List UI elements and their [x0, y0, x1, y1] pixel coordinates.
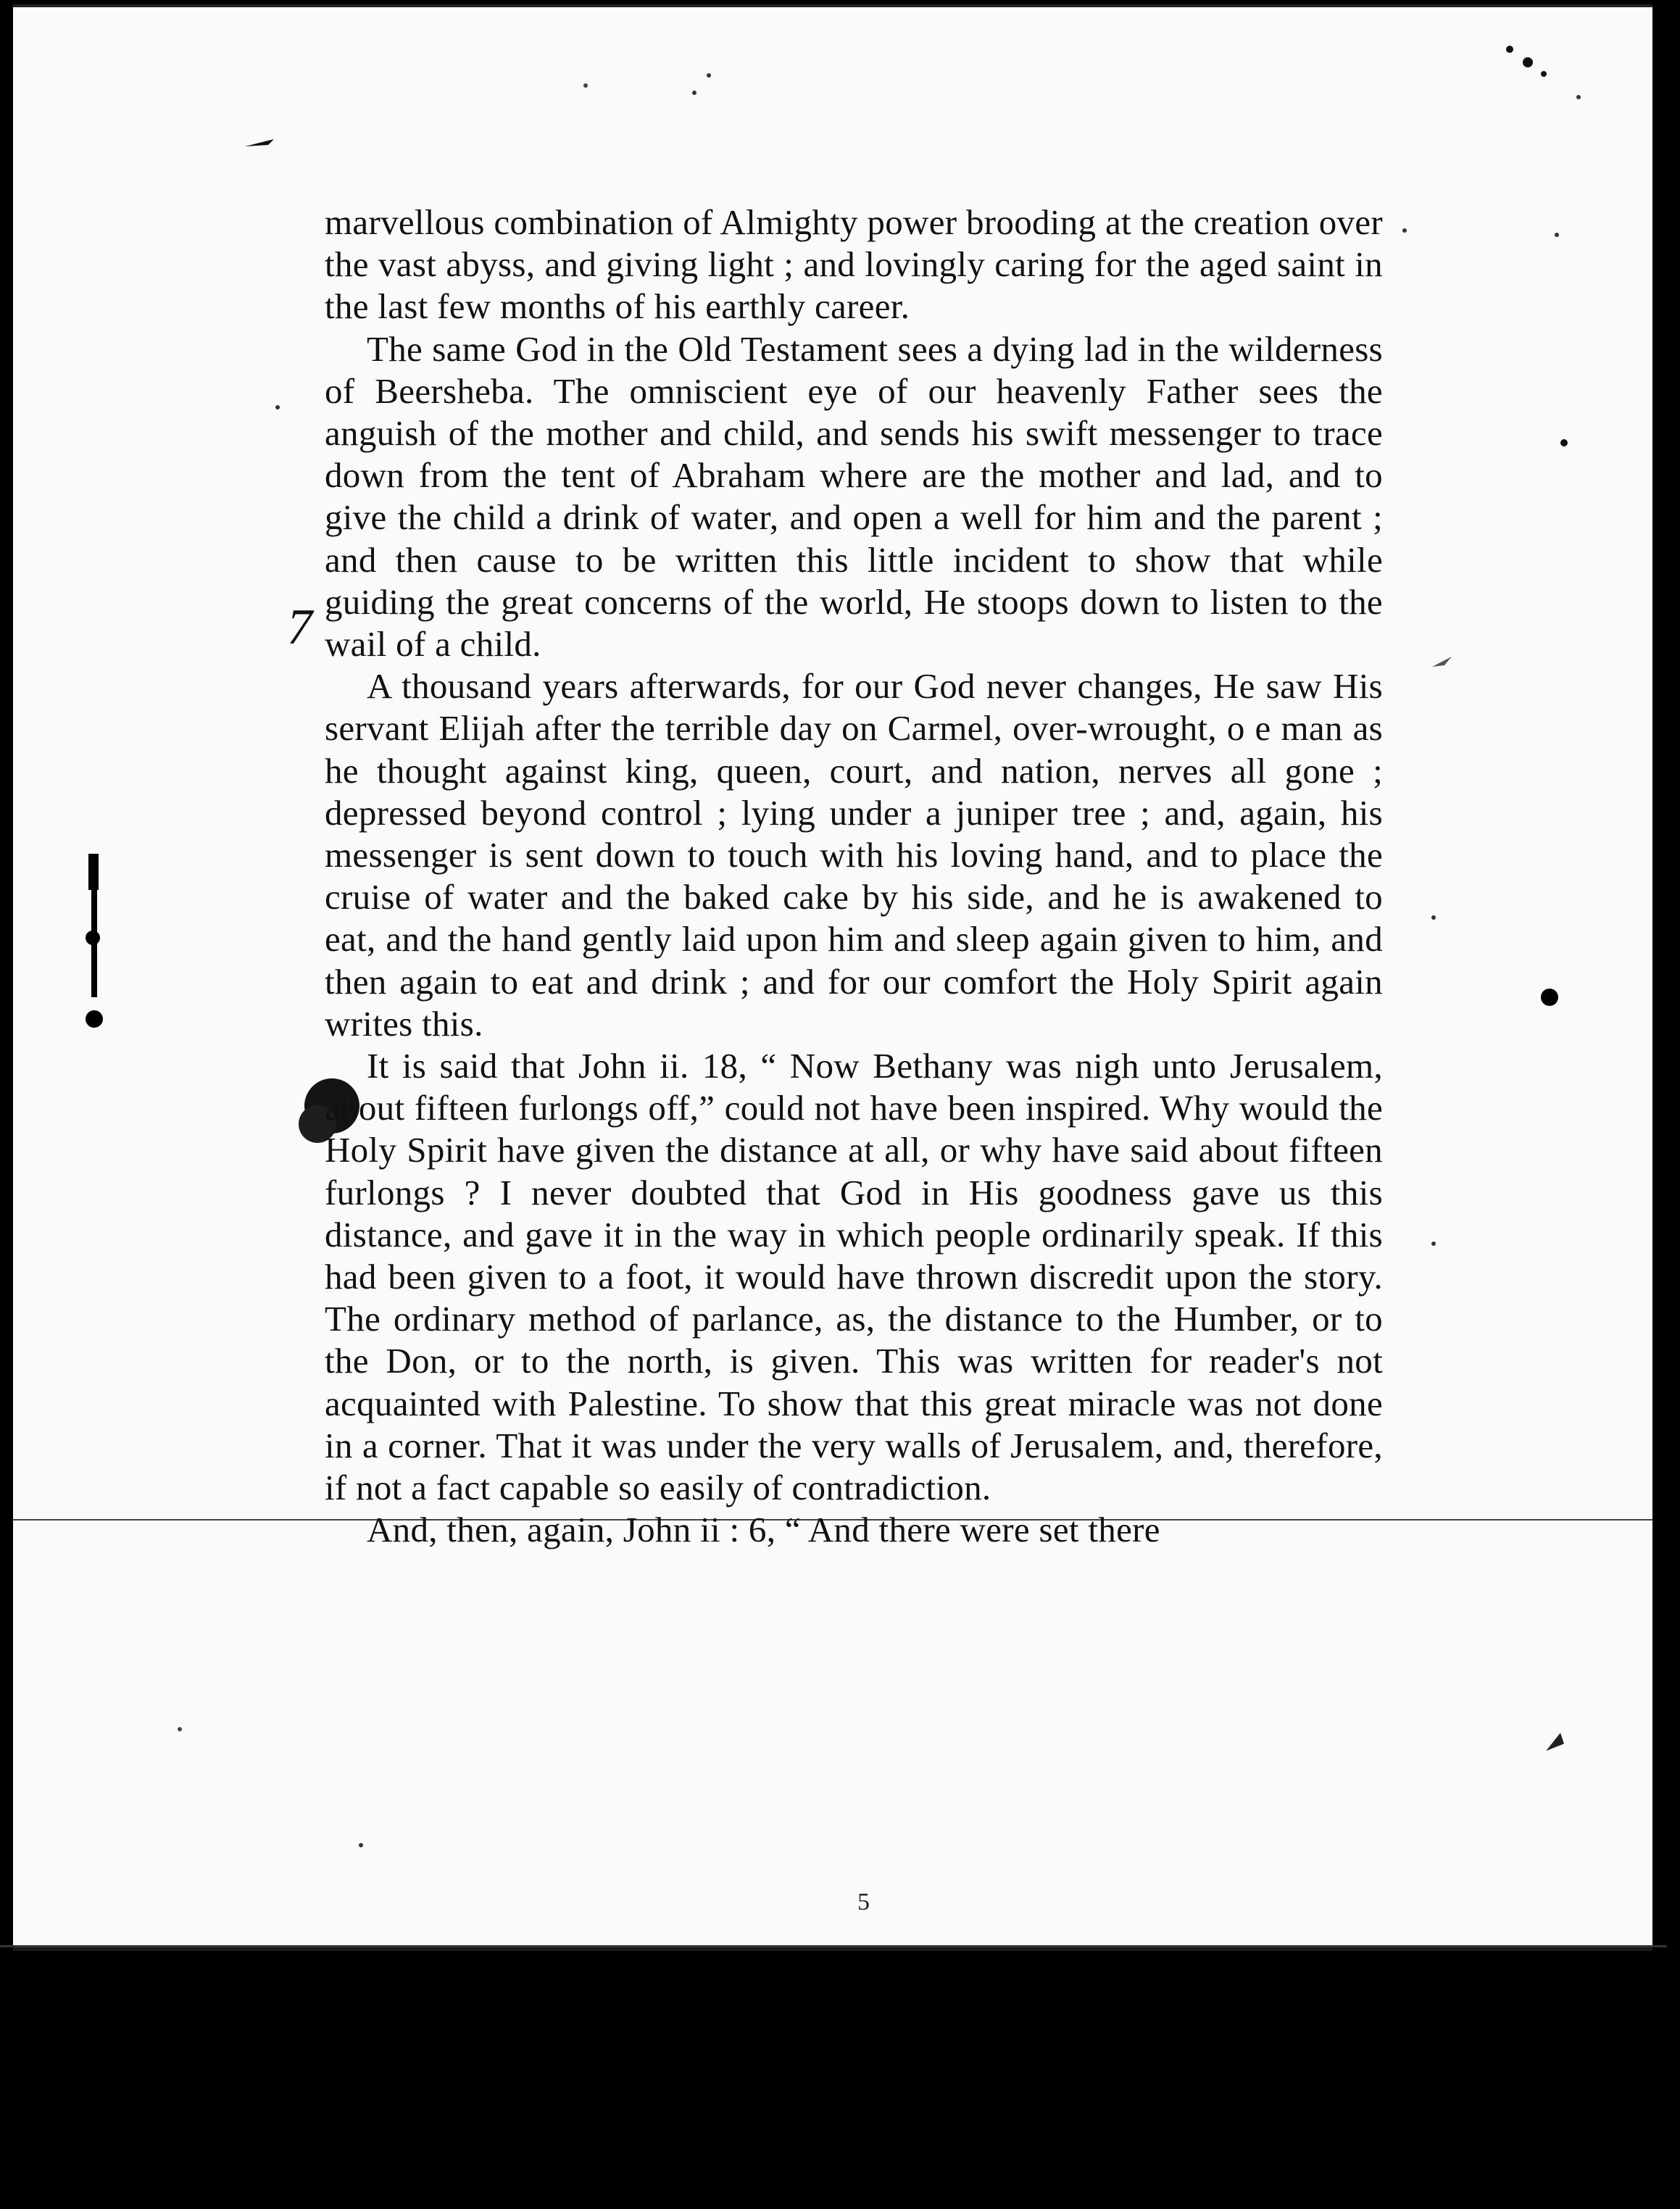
paragraph-1: marvellous combination of Almighty power brooding at the creation over the vast abyss, and giving light ; and lovingly caring for the aged saint in the last few months of his earthly career.	[325, 202, 1383, 327]
paper-sheet	[13, 4, 1652, 1951]
scan-bottom-rule	[0, 1945, 1667, 1947]
margin-mark: 7	[287, 599, 312, 655]
paragraph-4: It is said that John ii. 18, “ Now Bethany was nigh unto Jerusalem, about fifteen furlongs off,” could not have been inspired. Why would the Holy Spirit have given the distance at all, or why have said about fifteen furlongs ? I never doubted that God in His goodness gave us this distance, and gave it in the way in which people ordinarily speak. If this had been given to a foot, it would have thrown discredit upon the story. The ordinary method of parlance, as, the distance to the Humber, or to the Don, or to the north, is given. This was written for reader's not acquainted with Palestine. To show that this great miracle was not done in a corner. That it was under the very walls of Jerusalem, and, therefore, if not a fact capable so easily of contradiction.	[325, 1046, 1383, 1508]
paragraph-5: And, then, again, John ii : 6, “ And there were set there	[367, 1510, 1160, 1550]
paragraph-2: The same God in the Old Testament sees a dying lad in the wilderness of Beersheba. The omniscient eye of our heavenly Father sees the anguish of the mother and child, and sends his swift messenger to trace down from the tent of Abraham where are the mother and lad, and to give the child a drink of water, and open a well for him and the parent ; and then cause to be written this little incident to show that while guiding the great concerns of the world, He stoops down to listen to the wail of a child.	[325, 328, 1383, 665]
paragraph-3: A thousand years afterwards, for our God never changes, He saw His servant Elijah after the terrible day on Carmel, over-wrought, o e man as he thought against king, queen, court, and nation, nerves all gone ; depressed beyond control ; lying under a juniper tree ; and, again, his messenger is sent down to touch with his loving hand, and to place the cruise of water and the baked cake by his side, and he is awakened to eat, and the hand gently laid upon him and sleep again given to him, and then again to eat and drink ; and for our comfort the Holy Spirit again writes this.	[325, 666, 1383, 1044]
body-text	[325, 201, 1383, 1552]
page-number: 5	[857, 1889, 870, 1915]
